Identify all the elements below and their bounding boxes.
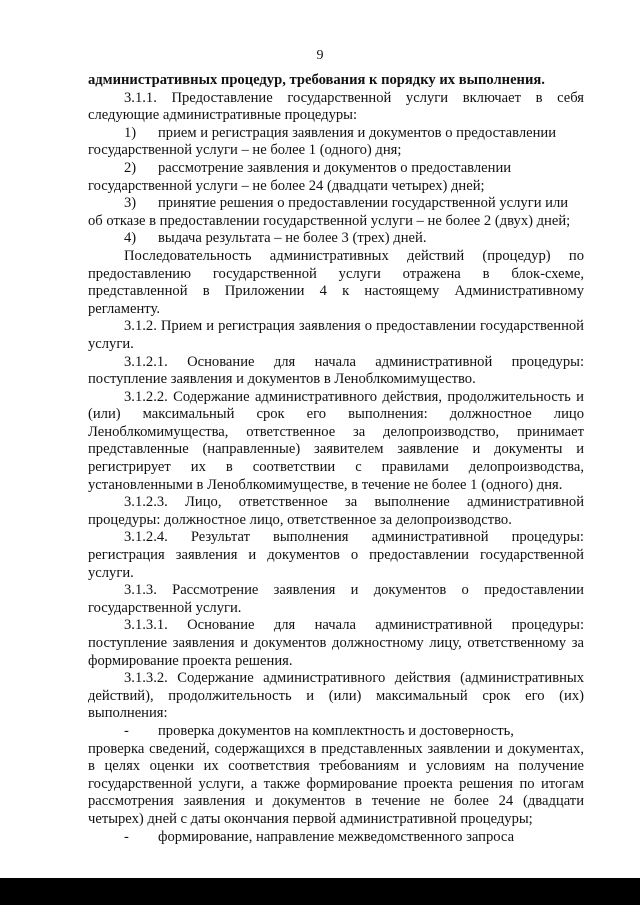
dash-marker: - bbox=[124, 722, 129, 739]
list-item-text: рассмотрение заявления и документов о предоставлении bbox=[158, 159, 512, 176]
list-item-number: 2) bbox=[124, 159, 137, 176]
list-item bbox=[88, 195, 584, 230]
list-item-number: 1) bbox=[124, 124, 137, 141]
paragraph-sequence: Последовательность административных действий (процедур) по предоставлению государственной услуги отражена в блок-схеме, представленной в Приложении 4 к настоящему Административному регламенту. bbox=[88, 247, 584, 317]
list-item-continuation: государственной услуги – не более 24 (двадцати четырех) дней; bbox=[88, 177, 485, 194]
list-item bbox=[88, 230, 584, 248]
dash-list-item bbox=[88, 829, 584, 847]
page-number: 9 bbox=[316, 48, 324, 63]
paragraph-3-1-2-3: 3.1.2.3. Лицо, ответственное за выполнение административной процедуры: должностное лицо, ответственное за делопроизводство. bbox=[88, 494, 584, 528]
heading-continuation: административных процедур, требования к порядку их выполнения. bbox=[88, 72, 545, 88]
dash-marker: - bbox=[124, 828, 129, 845]
paragraph-3-1-2-2: 3.1.2.2. Содержание административного действия, продолжительность и (или) максимальный срок его выполнения: должностное лицо Леноблкомимущества, ответственное за делопроизводство, принимает представленные (направленные) заявителем заявление и документы и регистрирует их в соответствии с правилами делопроизводства, установленными в Леноблкомимуществе, в течение не более 1 (одного) дня. bbox=[88, 388, 584, 493]
list-item-continuation: об отказе в предоставлении государственной услуги – не более 2 (двух) дней; bbox=[88, 212, 571, 229]
list-item bbox=[88, 160, 584, 195]
list-item-number: 3) bbox=[124, 195, 137, 212]
document-body bbox=[88, 72, 584, 846]
list-item-text: прием и регистрация заявления и документов о предоставлении bbox=[158, 124, 557, 141]
list-item bbox=[88, 125, 584, 160]
paragraph-3-1-3-2: 3.1.3.2. Содержание административного действия (административных действий), продолжительность и (или) максимальный срок его (их) выполнения: bbox=[88, 670, 584, 722]
dash-item-continuation: проверка сведений, содержащихся в представленных заявлении и документах, в целях оценки их соответствия требованиям и условиям на получение государственной услуги, а также формирование проекта решения по итогам рассмотрения заявления и документов в течение не более 24 (двадцати четырех) дней с даты окончания первой административной процедуры; bbox=[88, 740, 584, 827]
list-item-continuation: государственной услуги – не более 1 (одного) дня; bbox=[88, 142, 402, 159]
dash-item-text: формирование, направление межведомственного запроса bbox=[158, 828, 515, 845]
paragraph-3-1-2: 3.1.2. Прием и регистрация заявления о предоставлении государственной услуги. bbox=[88, 318, 584, 352]
paragraph-3-1-3-1: 3.1.3.1. Основание для начала административной процедуры: поступление заявления и документов должностному лицу, ответственному за формирование проекта решения. bbox=[88, 617, 584, 669]
list-item-text: выдача результата – не более 3 (трех) дней. bbox=[158, 230, 427, 247]
scan-bottom-edge bbox=[0, 878, 640, 905]
list-item-number: 4) bbox=[124, 230, 137, 247]
paragraph-3-1-2-4: 3.1.2.4. Результат выполнения административной процедуры: регистрация заявления и документов о предоставлении государственной услуги. bbox=[88, 529, 584, 581]
paragraph-3-1-3: 3.1.3. Рассмотрение заявления и документов о предоставлении государственной услуги. bbox=[88, 582, 584, 616]
list-item-text: принятие решения о предоставлении государственной услуги или bbox=[158, 195, 569, 212]
paragraph-3-1-1: 3.1.1. Предоставление государственной услуги включает в себя следующие административные процедуры: bbox=[88, 89, 584, 124]
dash-item-text: проверка документов на комплектность и достоверность, bbox=[158, 722, 514, 739]
dash-list-item bbox=[88, 723, 584, 829]
paragraph-3-1-2-1: 3.1.2.1. Основание для начала административной процедуры: поступление заявления и документов в Леноблкомимущество. bbox=[88, 353, 584, 388]
